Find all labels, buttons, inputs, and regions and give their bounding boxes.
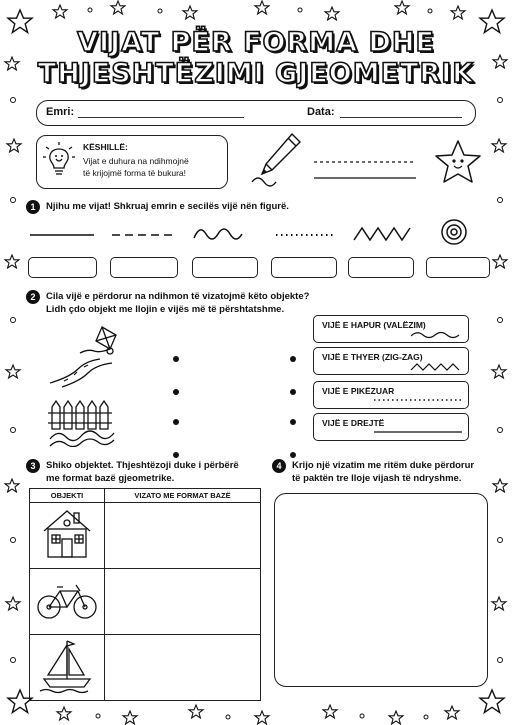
date-field[interactable] <box>340 117 462 118</box>
answer-box-4[interactable] <box>271 257 337 278</box>
q4-text-line1: Krijo një vizatim me ritëm duke përdorur <box>292 460 475 471</box>
q4-number: 4 <box>272 459 286 473</box>
page-title-line2: THJESHTËZIMI GJEOMETRIK <box>37 58 475 89</box>
kite-icon <box>80 327 116 353</box>
choice-dotted[interactable] <box>313 381 469 409</box>
answer-box-1[interactable] <box>28 257 97 278</box>
tip-line1: Vijat e duhura na ndihmojnë <box>83 156 189 166</box>
straight-line-icon <box>372 428 464 436</box>
name-field[interactable] <box>78 117 244 118</box>
table-cell-object <box>30 635 105 701</box>
free-drawing-area[interactable] <box>274 493 488 687</box>
practice-lines <box>312 156 418 186</box>
waves-icon <box>50 431 114 447</box>
spiral-circle-sample <box>442 220 466 244</box>
answer-box-5[interactable] <box>348 257 414 278</box>
dotted-line-icon <box>372 396 464 404</box>
q3-number: 3 <box>26 459 40 473</box>
table-row <box>30 569 261 635</box>
table-cell-object <box>30 503 105 569</box>
match-dot-right-1[interactable] <box>290 356 296 362</box>
table-header-object: OBJEKTI <box>30 489 105 503</box>
q3-text-line2: me format bazë gjeometrike. <box>46 473 175 484</box>
choice-dotted-label: VIJË E PIKËZUAR <box>322 386 395 396</box>
name-date-box <box>36 100 476 126</box>
draw-cell-house[interactable] <box>105 503 261 569</box>
match-dot-right-2[interactable] <box>290 389 296 395</box>
shapes-table <box>29 488 261 701</box>
choice-wavy-label: VIJË E HAPUR (VALËZIM) <box>322 320 426 330</box>
choice-zigzag[interactable] <box>313 347 469 375</box>
match-dot-left-3[interactable] <box>173 419 179 425</box>
q2-text-line1: Cila vijë e përdorur na ndihmon të vizatojmë këto objekte? <box>46 291 310 302</box>
table-cell-object <box>30 569 105 635</box>
wavy-line-sample <box>194 229 242 239</box>
date-label: Data: <box>307 106 335 118</box>
house-icon <box>30 503 104 563</box>
table-header-draw: VIZATO ME FORMAT BAZË <box>105 489 261 503</box>
bicycle-icon <box>30 569 104 629</box>
sailboat-icon <box>30 635 104 695</box>
q2-number: 2 <box>26 290 40 304</box>
wavy-line-icon <box>409 330 465 340</box>
choice-straight-label: VIJË E DREJTË <box>322 418 385 428</box>
q2-objects <box>40 325 130 447</box>
q2-text-line2: Lidh çdo objekt me llojin e vijës më të përshtatshme. <box>46 304 285 315</box>
match-dot-left-4[interactable] <box>173 452 179 458</box>
q1-number: 1 <box>26 200 40 214</box>
match-dot-right-3[interactable] <box>290 419 296 425</box>
q4-text-line2: të paktën tre lloje vijash të ndryshme. <box>292 473 462 484</box>
match-dot-left-2[interactable] <box>173 389 179 395</box>
zigzag-line-icon <box>409 362 465 372</box>
tip-line2: të krijojmë forma të bukura! <box>83 168 186 178</box>
draw-cell-sailboat[interactable] <box>105 635 261 701</box>
tip-heading: KËSHILLË: <box>83 142 128 152</box>
draw-cell-bicycle[interactable] <box>105 569 261 635</box>
match-dot-right-4[interactable] <box>290 452 296 458</box>
answer-box-3[interactable] <box>192 257 258 278</box>
star-face-icon <box>434 139 482 185</box>
answer-box-6[interactable] <box>426 257 490 278</box>
answer-box-2[interactable] <box>110 257 178 278</box>
choice-zigzag-label: VIJË E THYER (ZIG-ZAG) <box>322 352 423 362</box>
q3-text-line1: Shiko objektet. Thjeshtëzoji duke i përbërë <box>46 460 239 471</box>
table-row <box>30 635 261 701</box>
choice-straight[interactable] <box>313 413 469 441</box>
page-title-line1: VIJAT PËR FORMA DHE <box>77 27 435 58</box>
fence-icon <box>48 401 112 429</box>
choice-wavy[interactable] <box>313 315 469 343</box>
line-types-row <box>24 218 494 250</box>
pencil-icon <box>248 128 308 188</box>
q1-text: Njihu me vijat! Shkruaj emrin e secilës vijë nën figurë. <box>46 201 289 212</box>
road-icon <box>50 348 113 387</box>
lightbulb-icon <box>43 141 75 181</box>
match-dot-left-1[interactable] <box>173 356 179 362</box>
table-row <box>30 503 261 569</box>
zigzag-line-sample <box>354 228 410 240</box>
name-label: Emri: <box>46 106 75 118</box>
